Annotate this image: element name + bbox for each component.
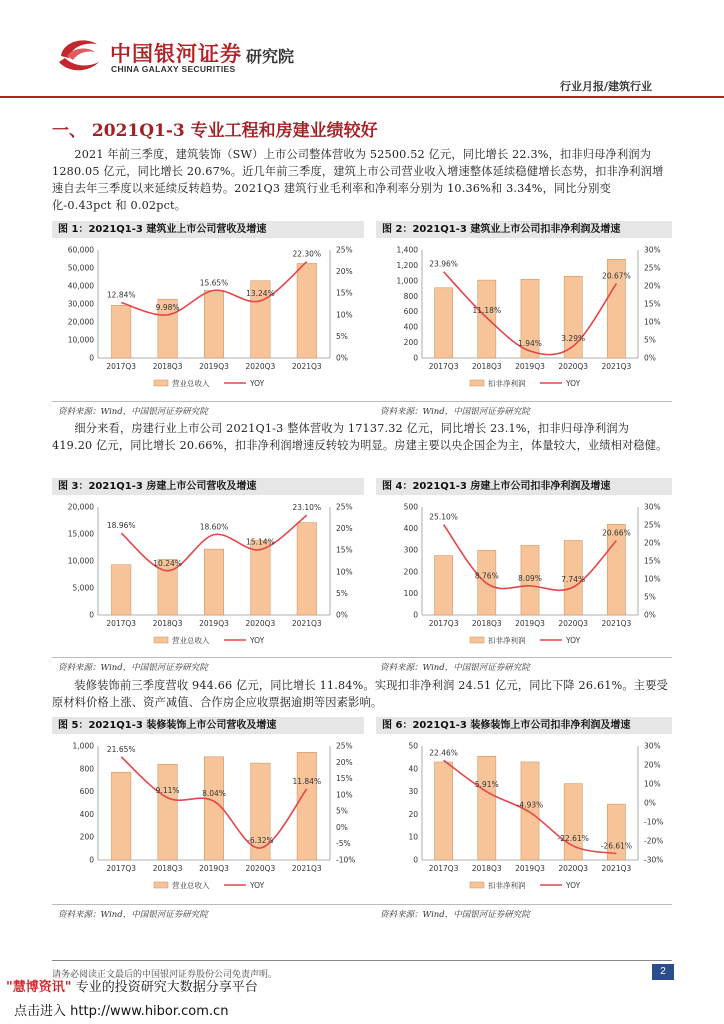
right-tick-label: 0% xyxy=(336,822,348,832)
left-tick-label: 1,400 xyxy=(396,245,418,255)
yoy-data-label: 1.94% xyxy=(518,339,542,349)
legend-bar-label: 营业总收入 xyxy=(172,636,210,645)
bar xyxy=(158,764,177,860)
yoy-data-label: -22.61% xyxy=(557,833,589,843)
figure-4-title: 图 4：2021Q1-3 房建上市公司扣非净利润及增速 xyxy=(376,478,672,495)
legend-line-label: YOY xyxy=(566,881,581,890)
left-tick-label: 0 xyxy=(89,855,94,865)
yoy-data-label: 15.65% xyxy=(199,278,229,288)
yoy-data-label: 3.29% xyxy=(561,334,586,344)
fig5-svg xyxy=(52,736,364,900)
fig1-svg xyxy=(52,240,364,398)
left-tick-label: 500 xyxy=(403,502,418,512)
disclaimer-note: 请务必阅读正文最后的中国银河证券股份公司免责声明。 xyxy=(52,970,278,980)
legend-bar-label: 营业总收入 xyxy=(172,881,210,890)
category-label: 2020Q3 xyxy=(245,362,276,371)
bar xyxy=(251,540,270,615)
category-label: 2021Q3 xyxy=(601,619,632,628)
category-label: 2018Q3 xyxy=(152,362,183,371)
bar xyxy=(111,305,130,358)
category-label: 2017Q3 xyxy=(106,864,137,873)
left-tick-label: 50,000 xyxy=(67,263,94,273)
bar xyxy=(204,757,223,860)
figure-4-chart xyxy=(376,497,672,659)
watermark-tagline: 专业的投资研究大数据分享平台 xyxy=(75,980,258,995)
legend-bar-swatch xyxy=(470,882,484,888)
right-tick-label: 10% xyxy=(336,790,353,800)
bar xyxy=(435,762,453,860)
right-tick-label: 20% xyxy=(336,524,353,534)
figure-row-2-rule xyxy=(52,657,672,658)
figure-5-chart xyxy=(52,736,364,904)
yoy-data-label: 9.98% xyxy=(155,302,180,312)
left-tick-label: 40,000 xyxy=(67,281,94,291)
right-tick-label: 25% xyxy=(644,520,661,530)
yoy-data-label: 20.66% xyxy=(602,528,631,538)
left-tick-label: 60,000 xyxy=(67,245,94,255)
right-tick-label: 20% xyxy=(336,267,353,277)
legend-bar-swatch xyxy=(470,380,484,386)
category-label: 2020Q3 xyxy=(245,619,276,628)
legend-bar-swatch xyxy=(154,637,168,643)
category-label: 2020Q3 xyxy=(558,619,589,628)
category-label: 2018Q3 xyxy=(152,619,183,628)
bar xyxy=(204,291,223,359)
right-tick-label: 20% xyxy=(644,281,661,291)
yoy-data-label: 8.09% xyxy=(518,573,542,583)
left-tick-label: 0 xyxy=(89,353,94,363)
left-tick-label: 0 xyxy=(413,353,418,363)
section-title: 一、 2021Q1-3 专业工程和房建业绩较好 xyxy=(52,121,378,141)
right-tick-label: 0% xyxy=(336,610,348,620)
right-tick-label: 15% xyxy=(336,774,353,784)
paragraph-1: 2021 年前三季度，建筑装饰（SW）上市公司整体营收为 52500.52 亿元，同比增长 22.3%，扣非归母净利润为 1280.05 亿元，同比增长 20.67%。近几年前三季度，建筑上市公司营业收入增速整体延续稳健增长态势，扣非净利润增速自去年三季度以来延续反转趋势。2021Q3 建筑行业毛利率和净利率分别为 10.36%和 3.34%，同比分别变化-0.43pct 和 0.02pct。 xyxy=(52,148,664,212)
yoy-data-label: -4.93% xyxy=(516,800,544,810)
legend-line-label: YOY xyxy=(250,881,265,890)
bar xyxy=(607,524,625,615)
yoy-data-label: 20.67% xyxy=(602,271,631,281)
category-label: 2018Q3 xyxy=(471,619,502,628)
right-tick-label: 5% xyxy=(644,592,656,602)
legend-bar-swatch xyxy=(154,882,168,888)
left-tick-label: 40 xyxy=(408,764,418,774)
right-tick-label: 10% xyxy=(336,567,353,577)
figure-2-chart xyxy=(376,240,672,402)
category-label: 2019Q3 xyxy=(199,864,229,873)
figure-6-source: 资料来源：Wind，中国银河证券研究院 xyxy=(380,910,530,920)
right-tick-label: 10% xyxy=(644,779,661,789)
left-tick-label: 0 xyxy=(413,855,418,865)
category-label: 2020Q3 xyxy=(245,864,276,873)
left-tick-label: 10,000 xyxy=(67,556,94,566)
left-tick-label: 1,000 xyxy=(72,741,94,751)
bar xyxy=(435,288,453,358)
header-rule xyxy=(0,96,724,98)
watermark-brand: "慧博资讯" xyxy=(6,980,72,995)
figure-5-title: 图 5：2021Q1-3 装修装饰上市公司营收及增速 xyxy=(52,717,364,734)
bar xyxy=(204,549,223,615)
brand-en: CHINA GALAXY SECURITIES xyxy=(111,64,236,74)
yoy-data-label: 18.60% xyxy=(199,522,229,532)
legend-bar-label: 营业总收入 xyxy=(172,379,210,388)
yoy-data-label: 7.74% xyxy=(561,575,586,585)
figure-6-chart xyxy=(376,736,672,904)
left-tick-label: 200 xyxy=(79,832,94,842)
right-tick-label: 15% xyxy=(644,556,661,566)
left-tick-label: 30 xyxy=(408,787,418,797)
right-tick-label: -10% xyxy=(336,855,356,865)
bar xyxy=(521,762,539,860)
right-tick-label: 25% xyxy=(644,263,661,273)
category-label: 2021Q3 xyxy=(291,362,322,371)
left-tick-label: 50 xyxy=(408,741,418,751)
right-tick-label: 30% xyxy=(644,245,661,255)
right-tick-label: 10% xyxy=(644,317,661,327)
left-tick-label: 200 xyxy=(403,338,418,348)
figure-1-chart xyxy=(52,240,364,402)
figure-6-title: 图 6：2021Q1-3 装修装饰上市公司扣非净利润及增速 xyxy=(376,717,672,734)
legend-bar-swatch xyxy=(470,637,484,643)
right-tick-label: 5% xyxy=(336,806,348,816)
yoy-data-label: 21.65% xyxy=(106,744,136,754)
category-label: 2017Q3 xyxy=(428,362,459,371)
right-tick-label: 5% xyxy=(336,588,348,598)
category-label: 2018Q3 xyxy=(152,864,183,873)
bar xyxy=(607,804,625,860)
category-label: 2018Q3 xyxy=(471,362,502,371)
legend-line-label: YOY xyxy=(566,379,581,388)
category-label: 2017Q3 xyxy=(428,619,459,628)
figure-3-title: 图 3：2021Q1-3 房建上市公司营收及增速 xyxy=(52,478,364,495)
left-tick-label: 0 xyxy=(89,610,94,620)
left-tick-label: 20,000 xyxy=(67,502,94,512)
yoy-data-label: 5.91% xyxy=(474,779,499,789)
figure-row-3-rule xyxy=(52,904,672,905)
category-label: 2019Q3 xyxy=(199,362,229,371)
yoy-data-label: 11.84% xyxy=(292,776,322,786)
category-label: 2019Q3 xyxy=(515,619,545,628)
right-tick-label: 0% xyxy=(644,610,656,620)
yoy-data-label: 8.04% xyxy=(202,789,226,799)
left-tick-label: 15,000 xyxy=(67,529,94,539)
yoy-data-label: 13.24% xyxy=(246,288,275,298)
left-tick-label: 1,200 xyxy=(396,260,418,270)
right-tick-label: 20% xyxy=(336,757,353,767)
report-type: 行业月报/建筑行业 xyxy=(560,80,653,93)
bar xyxy=(435,556,453,615)
category-label: 2017Q3 xyxy=(106,619,137,628)
brand-cn: 中国银河证券 xyxy=(110,43,242,66)
fig6-svg xyxy=(376,736,672,900)
left-tick-label: 600 xyxy=(403,307,418,317)
yoy-data-label: 23.10% xyxy=(292,503,322,513)
figure-2-title: 图 2：2021Q1-3 建筑业上市公司扣非净利润及增速 xyxy=(376,221,672,238)
right-tick-label: 25% xyxy=(336,502,353,512)
right-tick-label: 15% xyxy=(336,288,353,298)
header xyxy=(0,0,724,100)
watermark-url[interactable]: http://www.hibor.com.cn xyxy=(70,1004,229,1019)
bar xyxy=(478,756,496,860)
category-label: 2021Q3 xyxy=(291,619,322,628)
bar xyxy=(478,280,496,358)
yoy-data-label: 10.24% xyxy=(153,558,182,568)
left-tick-label: 20 xyxy=(408,809,418,819)
left-tick-label: 20,000 xyxy=(67,317,94,327)
bar xyxy=(297,523,316,615)
category-label: 2021Q3 xyxy=(291,864,322,873)
left-tick-label: 300 xyxy=(403,545,418,555)
figure-4-source: 资料来源：Wind，中国银河证券研究院 xyxy=(380,663,530,673)
right-tick-label: -10% xyxy=(644,817,664,827)
category-label: 2019Q3 xyxy=(515,362,545,371)
page-number: 2 xyxy=(652,964,674,980)
yoy-data-label: 18.96% xyxy=(106,521,136,531)
figure-3-chart xyxy=(52,497,364,659)
left-tick-label: 200 xyxy=(403,567,418,577)
paragraph-3: 装修装饰前三季度营收 944.66 亿元，同比增长 11.84%。实现扣非净利润 24.51 亿元，同比下降 26.61%。主要受原材料价格上涨、资产减值、合作房企应收票据逾期等因素影响。 xyxy=(52,679,668,709)
fig2-svg xyxy=(376,240,672,398)
yoy-data-label: -6.32% xyxy=(247,836,274,846)
yoy-data-label: 23.96% xyxy=(429,259,458,269)
right-tick-label: 0% xyxy=(336,353,348,363)
figure-1-source: 资料来源：Wind，中国银河证券研究院 xyxy=(58,407,208,417)
watermark-line-1 xyxy=(6,976,258,995)
right-tick-label: 20% xyxy=(644,760,661,770)
bar xyxy=(297,264,316,359)
galaxy-logo-icon xyxy=(53,36,103,76)
legend-line-label: YOY xyxy=(250,379,265,388)
left-tick-label: 800 xyxy=(79,764,94,774)
right-tick-label: 0% xyxy=(644,798,656,808)
footer-rule xyxy=(52,960,672,961)
left-tick-label: 600 xyxy=(79,787,94,797)
yoy-data-label: 12.84% xyxy=(106,290,136,300)
right-tick-label: 25% xyxy=(336,245,353,255)
right-tick-label: 0% xyxy=(644,353,656,363)
figure-2-source: 资料来源：Wind，中国银河证券研究院 xyxy=(380,407,530,417)
right-tick-label: 10% xyxy=(644,574,661,584)
category-label: 2017Q3 xyxy=(428,864,459,873)
legend-bar-label: 扣非净利润 xyxy=(488,636,526,645)
figure-3-source: 资料来源：Wind，中国银河证券研究院 xyxy=(58,663,208,673)
right-tick-label: 30% xyxy=(644,502,661,512)
watermark-line-2[interactable] xyxy=(14,1000,228,1019)
right-tick-label: -5% xyxy=(336,839,351,849)
category-label: 2021Q3 xyxy=(601,864,632,873)
right-tick-label: 30% xyxy=(644,741,661,751)
watermark-enter: 点击进入 xyxy=(14,1004,67,1019)
yoy-data-label: 25.10% xyxy=(429,512,458,522)
left-tick-label: 400 xyxy=(403,322,418,332)
left-tick-label: 5,000 xyxy=(72,583,94,593)
left-tick-label: 30,000 xyxy=(67,299,94,309)
bar xyxy=(111,772,130,860)
left-tick-label: 800 xyxy=(403,291,418,301)
figure-5-source: 资料来源：Wind，中国银河证券研究院 xyxy=(58,910,208,920)
category-label: 2019Q3 xyxy=(199,619,229,628)
right-tick-label: 15% xyxy=(336,545,353,555)
yoy-data-label: -26.61% xyxy=(600,841,633,851)
category-label: 2021Q3 xyxy=(601,362,632,371)
yoy-data-label: 9.11% xyxy=(155,785,180,795)
yoy-data-label: 22.30% xyxy=(292,249,322,259)
left-tick-label: 100 xyxy=(403,588,418,598)
left-tick-label: 1,000 xyxy=(396,276,418,286)
legend-line-label: YOY xyxy=(250,636,265,645)
right-tick-label: 15% xyxy=(644,299,661,309)
right-tick-label: 5% xyxy=(644,335,656,345)
left-tick-label: 10,000 xyxy=(67,335,94,345)
bar xyxy=(111,565,130,615)
yoy-data-label: 22.46% xyxy=(429,748,458,758)
right-tick-label: -30% xyxy=(644,855,664,865)
category-label: 2019Q3 xyxy=(515,864,545,873)
left-tick-label: 0 xyxy=(413,610,418,620)
yoy-data-label: 11.18% xyxy=(472,305,502,315)
legend-bar-swatch xyxy=(154,380,168,386)
fig3-svg xyxy=(52,497,364,655)
right-tick-label: 20% xyxy=(644,538,661,548)
category-label: 2018Q3 xyxy=(471,864,502,873)
left-tick-label: 10 xyxy=(408,832,418,842)
yoy-data-label: 8.76% xyxy=(474,571,499,581)
fig4-svg xyxy=(376,497,672,655)
yoy-data-label: 15.14% xyxy=(246,537,275,547)
legend-bar-label: 扣非净利润 xyxy=(488,881,526,890)
right-tick-label: 10% xyxy=(336,310,353,320)
category-label: 2017Q3 xyxy=(106,362,137,371)
category-label: 2020Q3 xyxy=(558,362,589,371)
paragraph-2: 细分来看，房建行业上市公司 2021Q1-3 整体营收为 17137.32 亿元，同比增长 23.1%，扣非归母净利润为 419.20 亿元，同比增长 20.66%，扣非净利润增速反转较为明显。房建主要以央企国企为主，体量较大，业绩相对稳健。 xyxy=(52,422,668,452)
right-tick-label: 25% xyxy=(336,741,353,751)
legend-line-label: YOY xyxy=(566,636,581,645)
institute-label: 研究院 xyxy=(246,49,295,66)
figure-row-1-rule xyxy=(52,401,672,402)
left-tick-label: 400 xyxy=(403,524,418,534)
category-label: 2020Q3 xyxy=(558,864,589,873)
legend-bar-label: 扣非净利润 xyxy=(488,379,526,388)
figure-1-title: 图 1：2021Q1-3 建筑业上市公司营收及增速 xyxy=(52,221,364,238)
right-tick-label: 5% xyxy=(336,331,348,341)
right-tick-label: -20% xyxy=(644,836,664,846)
left-tick-label: 400 xyxy=(79,809,94,819)
bar xyxy=(297,752,316,860)
